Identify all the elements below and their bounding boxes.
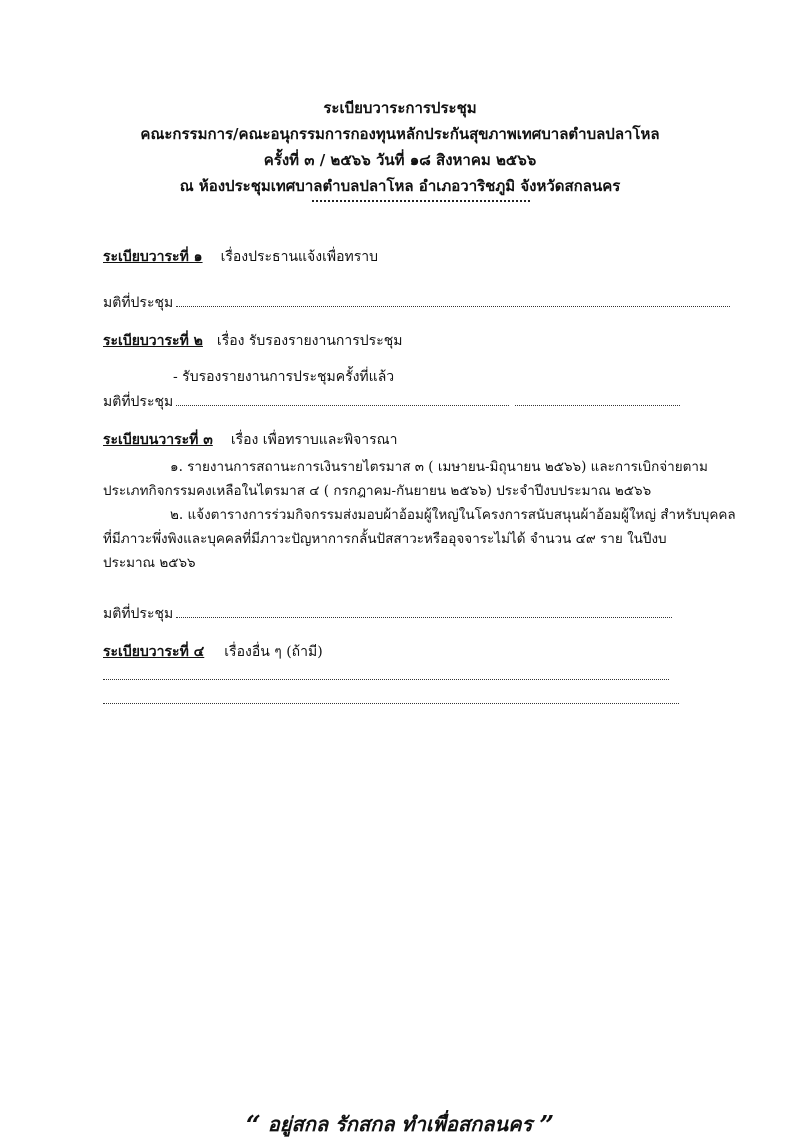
agenda-2-heading xyxy=(103,330,402,352)
agenda-1-number: ระเบียบวาระที่ ๑ xyxy=(103,249,203,265)
agenda-3-subject: เรื่อง เพื่อทราบและพิจารณา xyxy=(230,432,398,448)
agenda-4-heading xyxy=(103,641,323,663)
document-title: ระเบียบวาระการประชุม xyxy=(323,99,477,117)
agenda-2-subject: เรื่อง รับรองรายงานการประชุม xyxy=(216,333,403,349)
agenda-1-heading xyxy=(103,246,378,268)
agenda-2-number: ระเบียบวาระที่ ๒ xyxy=(103,333,203,349)
session-date: ครั้งที่ ๓ / ๒๕๖๖ วันที่ ๑๘ สิงหาคม ๒๕๖๖ xyxy=(263,151,537,169)
agenda-3-resolution-line xyxy=(176,617,672,618)
agenda-2-detail: - รับรองรายงานการประชุมครั้งที่แล้ว xyxy=(173,369,395,385)
agenda-2-resolution-line-b xyxy=(515,405,680,406)
agenda-2-resolution-label: มติที่ประชุม xyxy=(103,394,174,410)
agenda-3-heading xyxy=(103,429,398,451)
motto-text: อยู่สกล รักสกล ทำเพื่อสกลนคร xyxy=(267,1112,533,1136)
agenda-3-resolution-label: มติที่ประชุม xyxy=(103,606,174,622)
agenda-4-line-2 xyxy=(103,703,679,704)
agenda-4-number: ระเบียบวาระที่ ๔ xyxy=(103,644,205,660)
agenda-4-line-1 xyxy=(103,679,669,680)
committee-name: คณะกรรมการ/คณะอนุกรรมการกองทุนหลักประกันสุขภาพเทศบาลตำบลปลาโหล xyxy=(140,125,660,143)
agenda-1-resolution-line xyxy=(176,306,730,307)
agenda-3-number: ระเบียบนวาระที่ ๓ xyxy=(103,432,213,448)
header-separator xyxy=(312,200,530,202)
agenda-4-subject: เรื่องอื่น ๆ (ถ้ามี) xyxy=(224,644,323,660)
agenda-1-subject: เรื่องประธานแจ้งเพื่อทราบ xyxy=(220,249,378,265)
motto-close-quote: ” xyxy=(539,1111,555,1141)
motto-open-quote: “ xyxy=(245,1111,261,1141)
agenda-3-item-2-line-1: ๒. แจ้งตารางการร่วมกิจกรรมส่งมอบผ้าอ้อมผู้ใหญ่ในโครงการสนับสนุนผ้าอ้อมผู้ใหญ่ สำหรับบุคคล xyxy=(170,507,736,523)
meeting-venue: ณ ห้องประชุมเทศบาลตำบลปลาโหล อำเภอวาริชภูมิ จังหวัดสกลนคร xyxy=(179,177,621,195)
agenda-3-item-1-line-2: ประเภทกิจกรรมคงเหลือในไตรมาส ๔ ( กรกฎาคม-กันยายน ๒๕๖๖) ประจำปีงบประมาณ ๒๕๖๖ xyxy=(103,483,652,499)
agenda-3-item-1-line-1: ๑. รายงานการสถานะการเงินรายไตรมาส ๓ ( เมษายน-มิถุนายน ๒๕๖๖) และการเบิกจ่ายตาม xyxy=(170,459,708,475)
agenda-3-item-2-line-2: ที่มีภาวะพึ่งพิงและบุคคลที่มีภาวะปัญหาการกลั้นปัสสาวะหรืออุจจาระไม่ได้ จำนวน ๔๙ ราย ในปีงบ xyxy=(103,531,667,547)
agenda-2-resolution-line-a xyxy=(176,405,509,406)
footer-motto xyxy=(0,1108,800,1141)
agenda-1-resolution-label: มติที่ประชุม xyxy=(103,295,174,311)
agenda-3-item-2-line-3: ประมาณ ๒๕๖๖ xyxy=(103,555,196,571)
